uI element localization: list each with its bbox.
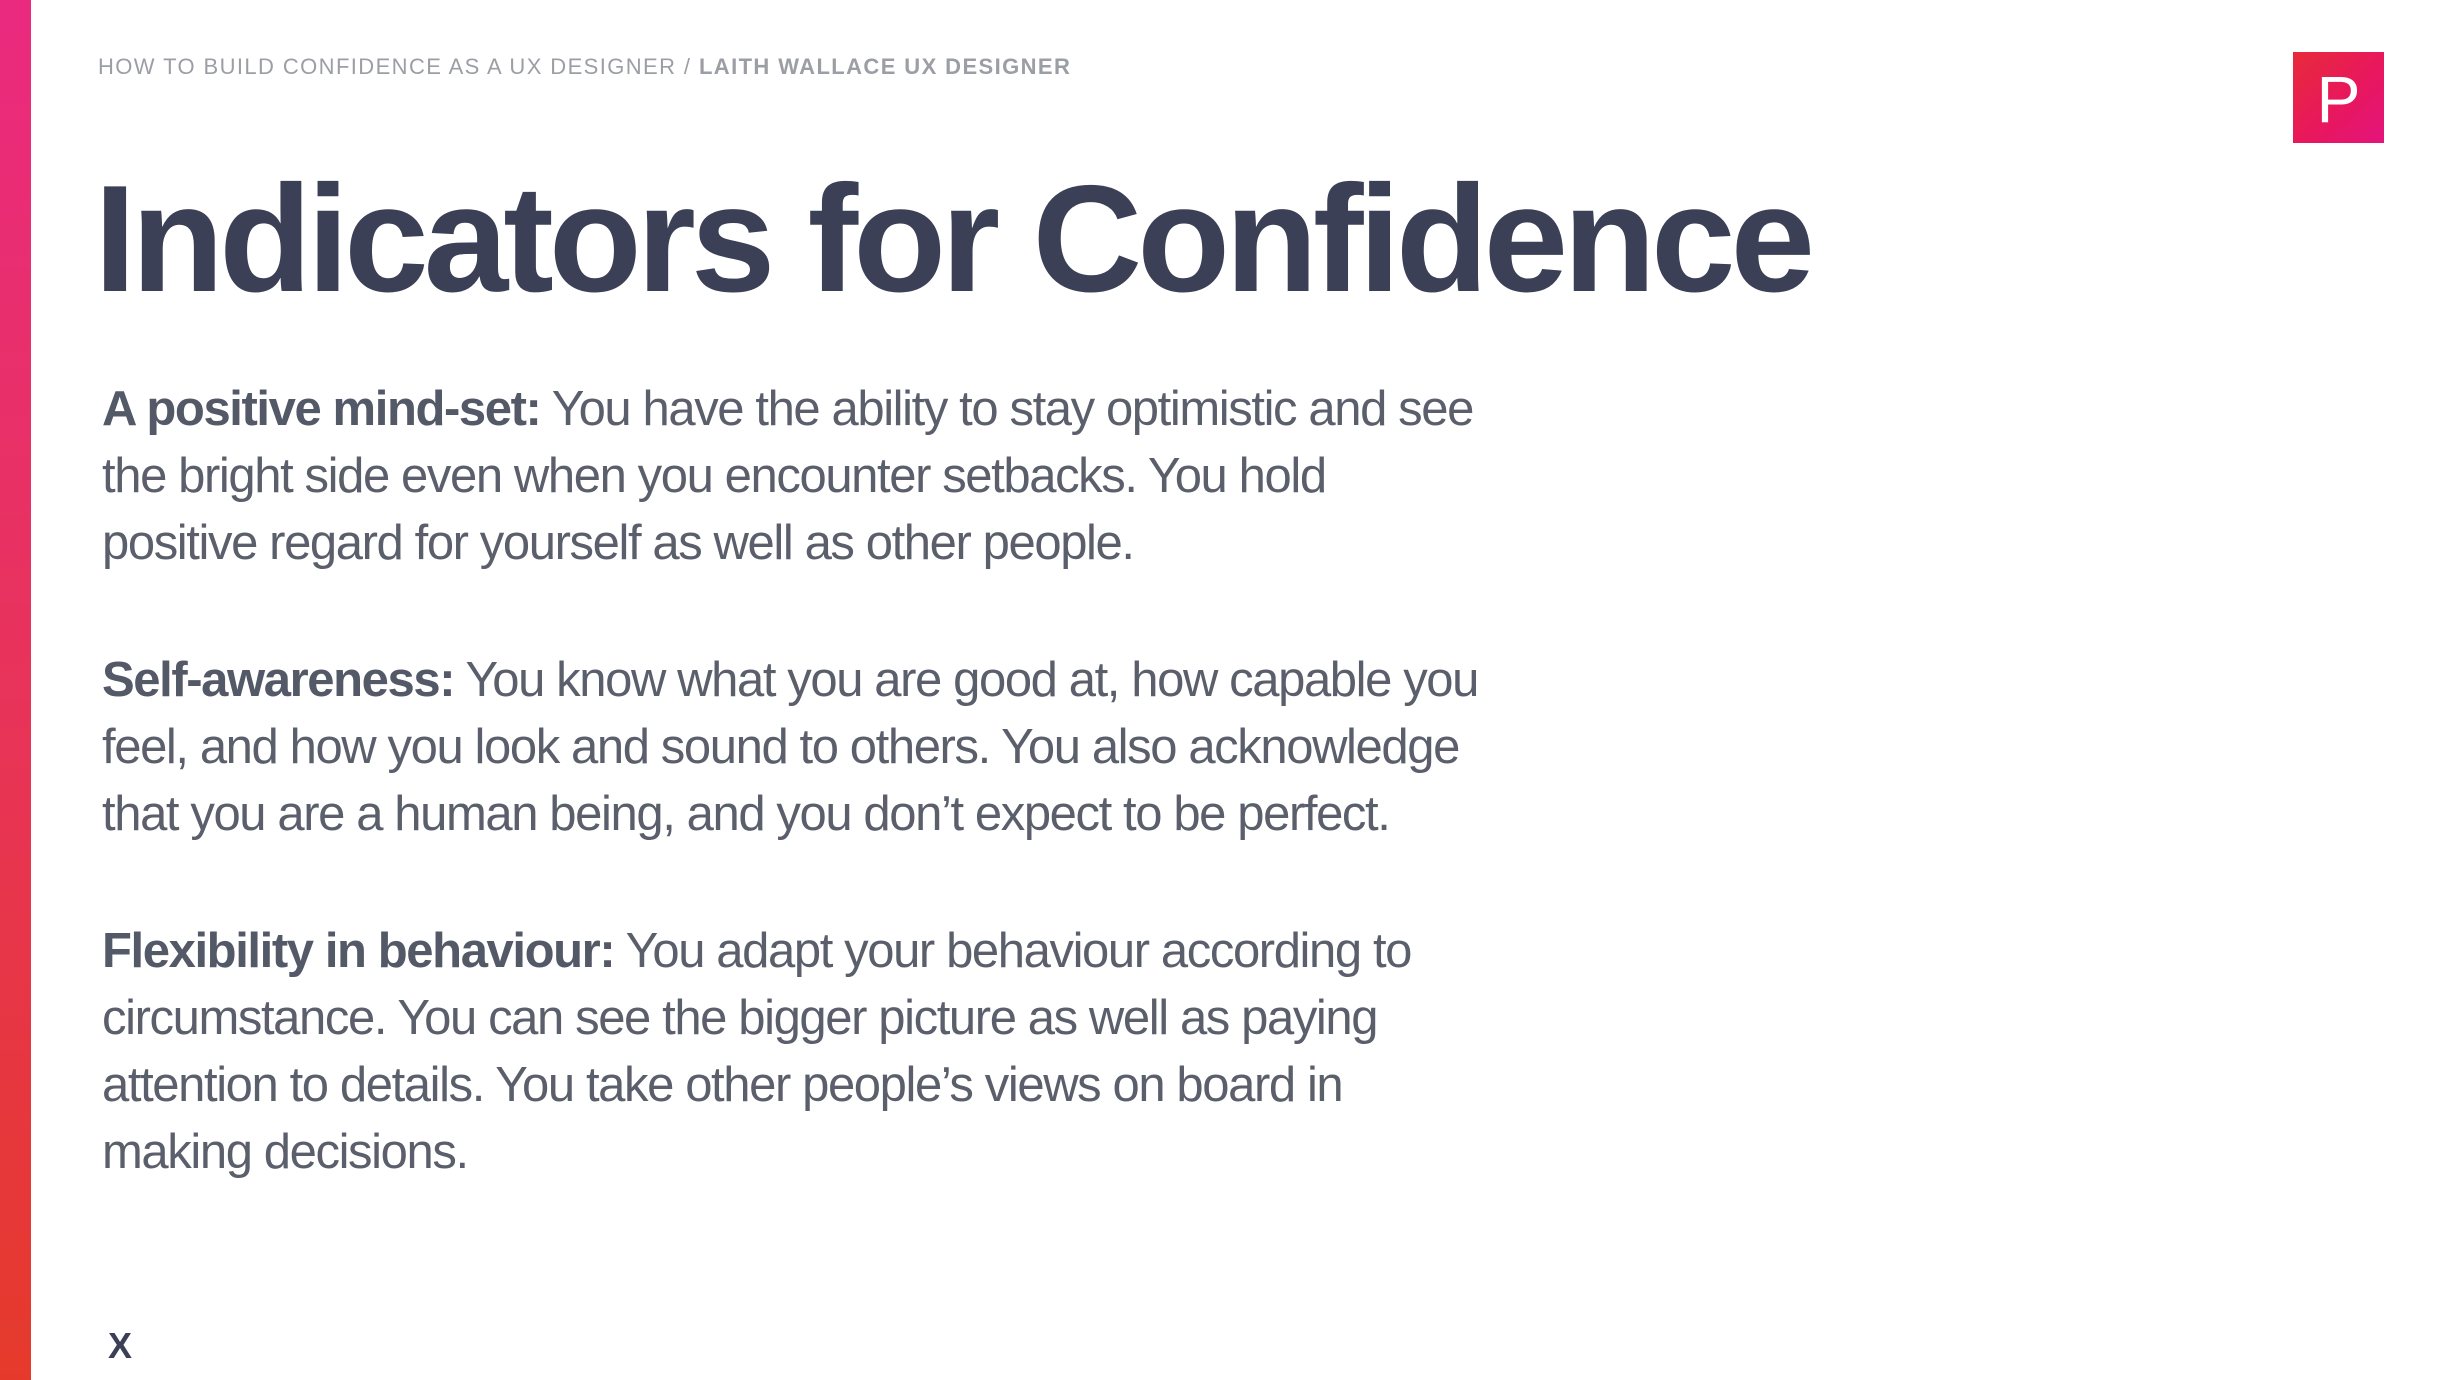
breadcrumb-topic: HOW TO BUILD CONFIDENCE AS A UX DESIGNER (98, 54, 677, 79)
accent-bar (0, 0, 31, 1380)
indicator-list (102, 376, 1482, 1256)
breadcrumb (98, 54, 1071, 80)
indicator-term: Self-awareness: (102, 653, 455, 707)
indicator-term: Flexibility in behaviour: (102, 924, 615, 978)
indicator-description: You know what you are good at, how capable you feel, and how you look and sound to others. You also acknowledge that you are a human being, and you don’t expect to be perfect. (102, 653, 1479, 841)
indicator-term: A positive mind-set: (102, 382, 541, 436)
close-x-icon[interactable]: X (108, 1325, 133, 1366)
indicator-description: You adapt your behaviour according to circumstance. You can see the bigger picture as well as paying attention to details. You take other people’s views on board in making decisions. (102, 924, 1412, 1179)
indicator-positive-mindset (102, 376, 1482, 577)
page-title: Indicators for Confidence (94, 154, 1811, 324)
breadcrumb-separator: / (676, 54, 699, 79)
indicator-description: You have the ability to stay optimistic and see the bright side even when you encounter setbacks. You hold positive regard for yourself as well as other people. (102, 382, 1473, 570)
logo-letter: P (2316, 61, 2361, 136)
indicator-flexibility (102, 918, 1482, 1186)
indicator-self-awareness (102, 647, 1482, 848)
brand-logo-icon (2293, 52, 2384, 143)
breadcrumb-author: LAITH WALLACE UX DESIGNER (698, 54, 1072, 79)
